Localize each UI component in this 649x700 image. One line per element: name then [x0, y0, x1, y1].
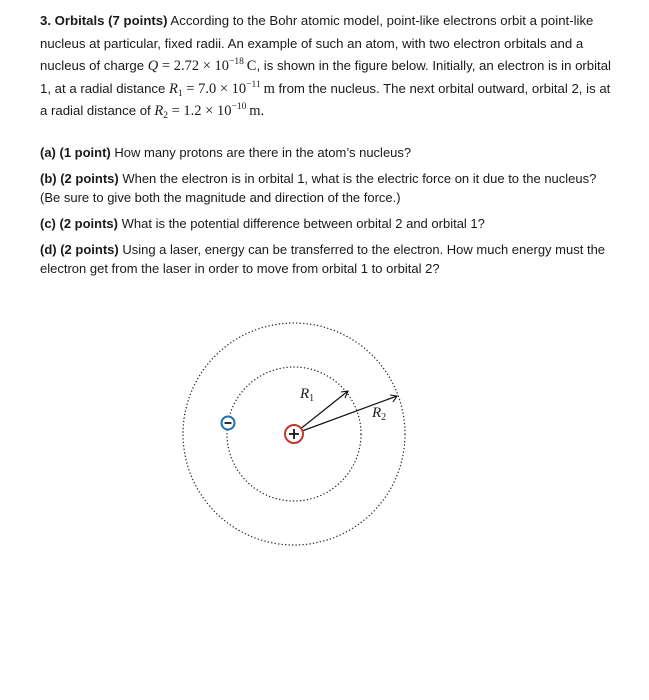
question-parts [40, 143, 615, 278]
problem-intro [40, 10, 615, 123]
part-a [40, 143, 615, 162]
nucleus-plus-icon [285, 425, 303, 443]
part-d [40, 240, 615, 278]
part-d-text: Using a laser, energy can be transferred to the electron. How much energy must the electron get from the laser in order to move from orbital 1 to orbital 2? [40, 241, 606, 276]
intro-text-c: from the nucleus. The next orbital outward, orbital 2, is at a radial distance of [40, 80, 611, 118]
orbital-diagram [150, 300, 450, 570]
part-b [40, 169, 615, 207]
part-b-text: When the electron is in orbital 1, what is the electric force on it due to the nucleus? (Be sure to give both the magnitude and direction of the force.) [40, 170, 597, 205]
intro-text-b: , is shown in the figure below. Initially, an electron is in orbital 1, at a radial distance [40, 58, 611, 96]
orbital-figure [150, 300, 450, 570]
charge-expression: $Q = 2.72 \times 10^{-18}$ C [147, 57, 257, 74]
r1-expression: $R_1 = 7.0 \times 10^{-11}$ m [169, 79, 275, 99]
part-a-label: (a) (1 point) [40, 144, 111, 160]
electron-minus-icon [222, 417, 235, 430]
r1-label: $R_1$ [300, 386, 315, 404]
intro-text-a: According to the Bohr atomic model, point-like electrons orbit a point-like nucleus at particular, fixed radii. An example of such an atom, with two electron orbitals and a nucleus of charge [40, 13, 594, 73]
part-d-label: (d) (2 points) [40, 241, 119, 257]
part-b-label: (b) (2 points) [40, 170, 119, 186]
part-c-text: What is the potential difference between orbital 2 and orbital 1? [118, 215, 485, 231]
problem-heading: 3. Orbitals (7 points) [40, 13, 168, 28]
part-c-label: (c) (2 points) [40, 215, 118, 231]
problem-page [40, 10, 615, 285]
part-c [40, 214, 615, 233]
r2-expression: $R_2 = 1.2 \times 10^{-10}$ m. [154, 102, 265, 121]
r2-label: $R_2$ [372, 405, 387, 423]
part-a-text: How many protons are there in the atom’s nucleus? [110, 144, 412, 160]
